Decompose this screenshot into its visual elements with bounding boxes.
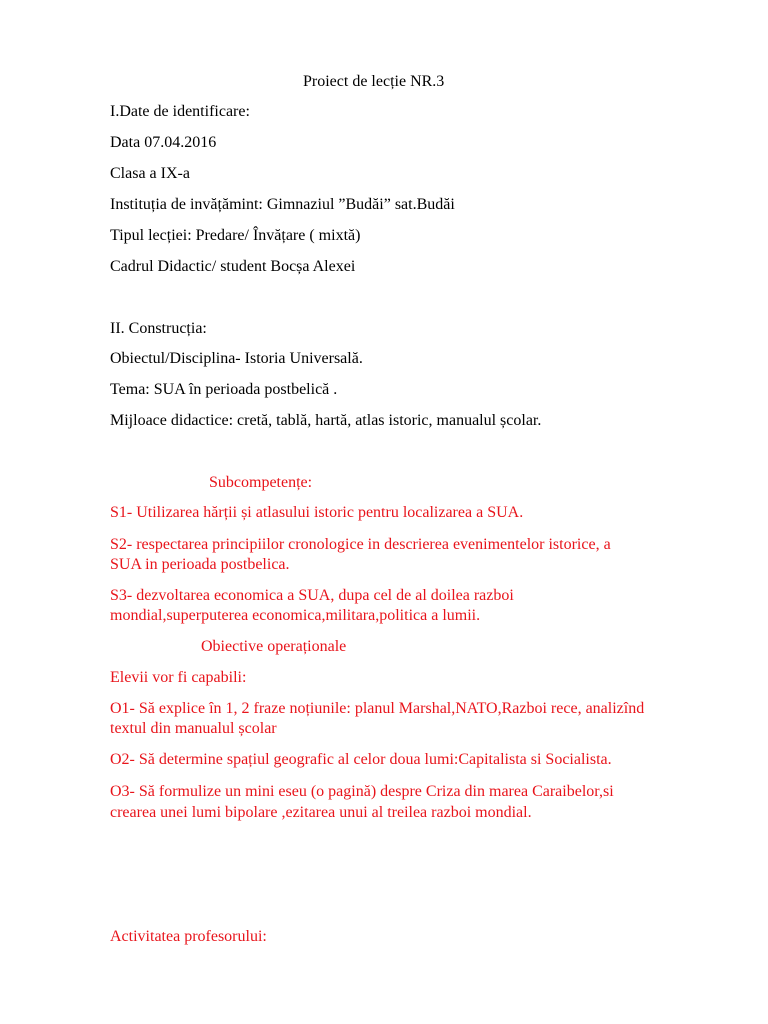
- theme-line: Tema: SUA în perioada postbelică .: [110, 381, 338, 398]
- subcompetence-s2-line2: SUA in perioada postbelica.: [110, 556, 290, 573]
- class-line: Clasa a IX-a: [110, 165, 190, 182]
- objective-o3-line2: crearea unei lumi bipolare ,ezitarea unui al treilea razboi mondial.: [110, 804, 532, 821]
- subcompetence-s1: S1- Utilizarea hărții și atlasului istoric pentru localizarea a SUA.: [110, 504, 524, 521]
- subject-line: Obiectul/Disciplina- Istoria Universală.: [110, 350, 363, 367]
- activity-heading: Activitatea profesorului:: [110, 928, 267, 945]
- objective-o2: O2- Să determine spațiul geografic al celor doua lumi:Capitalista si Socialista.: [110, 751, 612, 768]
- objective-o1-line1: O1- Să explice în 1, 2 fraze noțiunile: planul Marshal,NATO,Razboi rece, analizînd: [110, 700, 645, 717]
- document-title: Proiect de lecție NR.3: [303, 73, 445, 90]
- objectives-intro: Elevii vor fi capabili:: [110, 669, 247, 686]
- date-line: Data 07.04.2016: [110, 134, 217, 151]
- section1-heading: I.Date de identificare:: [110, 103, 250, 120]
- subcompetences-heading: Subcompetențe:: [209, 474, 313, 491]
- objective-o1-line2: textul din manualul școlar: [110, 720, 277, 737]
- institution-line: Instituția de invățămint: Gimnaziul ”Budăi” sat.Budăi: [110, 196, 455, 213]
- lesson-type-line: Tipul lecției: Predare/ Învățare ( mixtă): [110, 227, 361, 244]
- subcompetence-s3-line1: S3- dezvoltarea economica a SUA, dupa cel de al doilea razboi: [110, 587, 514, 604]
- materials-line: Mijloace didactice: cretă, tablă, hartă, atlas istoric, manualul școlar.: [110, 412, 542, 429]
- subcompetence-s3-line2: mondial,superputerea economica,militara,politica a lumii.: [110, 607, 481, 624]
- objective-o3-line1: O3- Să formulize un mini eseu (o pagină) despre Criza din marea Caraibelor,si: [110, 783, 614, 800]
- objectives-heading: Obiective operaționale: [201, 638, 347, 655]
- teacher-line: Cadrul Didactic/ student Bocșa Alexei: [110, 258, 356, 275]
- subcompetence-s2-line1: S2- respectarea principiilor cronologice in descrierea evenimentelor istorice, a: [110, 536, 611, 553]
- section2-heading: II. Construcția:: [110, 320, 207, 337]
